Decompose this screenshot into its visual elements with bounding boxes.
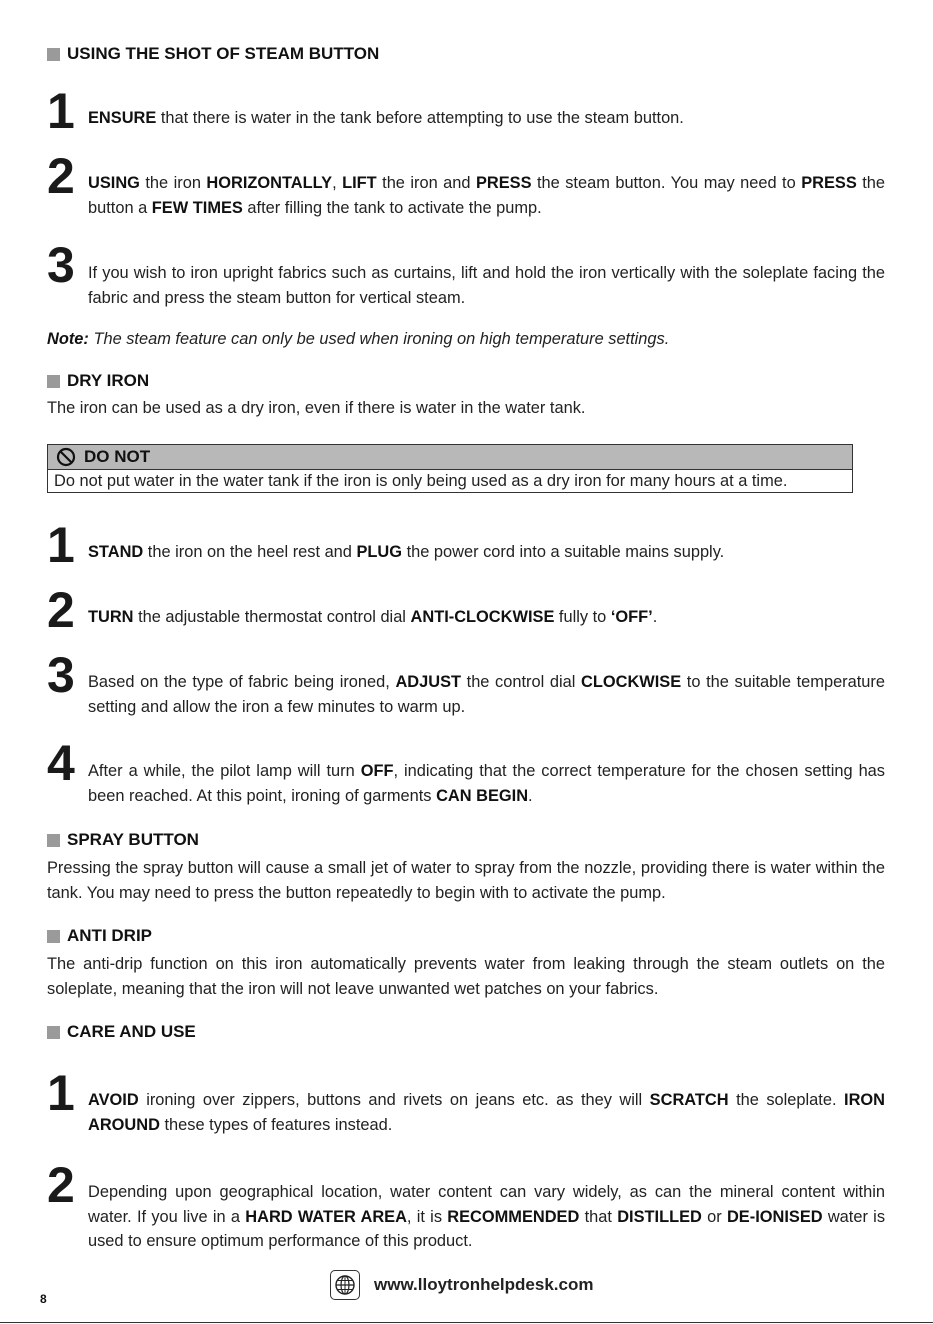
body-text: If you wish to iron upright fabrics such as curtains, lift and hold the iron vertically with the soleplate facing the fabric and press the steam button for vertical steam. — [88, 264, 885, 307]
step-number: 4 — [47, 735, 75, 791]
square-bullet-icon — [47, 48, 60, 61]
body-text: the iron and — [376, 174, 476, 192]
section-heading-spray — [47, 829, 199, 851]
emphasis-text: STAND — [88, 543, 144, 561]
emphasis-text: CLOCKWISE — [581, 673, 682, 691]
emphasis-text: ANTI-CLOCKWISE — [410, 608, 555, 626]
emphasis-text: RECOMMENDED — [447, 1207, 580, 1226]
emphasis-text: USING — [88, 174, 140, 192]
body-text: or — [701, 1207, 727, 1226]
body-text: that — [579, 1207, 618, 1226]
page-number: 8 — [40, 1292, 47, 1306]
body-text: the iron — [139, 174, 207, 192]
body-text: Based on the type of fabric being ironed, — [88, 673, 396, 691]
body-text: , it is — [406, 1207, 448, 1226]
square-bullet-icon — [47, 834, 60, 847]
body-text: that there is water in the tank before attempting to use the steam button. — [156, 109, 684, 127]
website-badge — [330, 1270, 360, 1300]
note-text: The steam feature can only be used when ironing on high temperature settings. — [88, 330, 670, 348]
emphasis-text: FEW TIMES — [151, 198, 243, 217]
globe-icon — [334, 1274, 356, 1296]
body-text: the button a — [88, 174, 886, 217]
step-text — [88, 1180, 885, 1254]
section-heading-anti-drip — [47, 925, 152, 947]
body-text: , — [332, 174, 343, 192]
emphasis-text: ADJUST — [395, 673, 462, 691]
body-text: After a while, the pilot lamp will turn — [88, 762, 361, 780]
do-not-header — [48, 445, 852, 470]
emphasis-text: OFF — [360, 762, 394, 780]
anti-drip-text: The anti-drip function on this iron automatically prevents water from leaking through the steam outlets on the soleplate, meaning that the iron will not leave unwanted wet patches on your fabrics. — [47, 955, 885, 998]
emphasis-text: PRESS — [801, 174, 857, 192]
do-not-warning-box — [47, 444, 853, 493]
step-number: 1 — [47, 1065, 75, 1121]
step-text — [88, 670, 885, 719]
step-number: 1 — [47, 517, 75, 573]
dry-iron-text: The iron can be used as a dry iron, even if there is water in the water tank. — [47, 399, 586, 417]
emphasis-text: ‘OFF’ — [610, 608, 653, 626]
square-bullet-icon — [47, 375, 60, 388]
body-text: the adjustable thermostat control dial — [133, 608, 411, 626]
body-text: the soleplate. — [728, 1091, 845, 1109]
step-number: 2 — [47, 148, 75, 204]
emphasis-text: DE-IONISED — [726, 1207, 823, 1226]
step-number: 3 — [47, 237, 75, 293]
body-text: to the suitable temperature setting and allow the iron a few minutes to warm up. — [88, 673, 886, 716]
section-heading-care — [47, 1021, 196, 1043]
square-bullet-icon — [47, 930, 60, 943]
body-text: ironing over zippers, buttons and rivets on jeans etc. as they will — [138, 1091, 650, 1109]
prohibited-icon — [56, 447, 76, 467]
emphasis-text: PRESS — [475, 174, 532, 192]
emphasis-text: AVOID — [88, 1091, 139, 1109]
step-text — [88, 106, 885, 131]
step-number: 1 — [47, 83, 75, 139]
step-text — [88, 171, 885, 220]
body-text: water is used to ensure optimum performance of this product. — [88, 1207, 886, 1250]
body-text: the power cord into a suitable mains supply. — [402, 543, 725, 561]
step-text — [88, 759, 885, 808]
footer-url: www.lloytronhelpdesk.com — [374, 1275, 594, 1294]
section-heading-text: DRY IRON — [67, 371, 150, 390]
step-text — [88, 1088, 885, 1137]
step-text — [88, 540, 885, 565]
note-label: Note: — [47, 330, 89, 348]
note — [47, 327, 885, 352]
emphasis-text: DISTILLED — [617, 1207, 702, 1226]
section-heading-steam-shot — [47, 43, 379, 65]
emphasis-text: CAN BEGIN — [436, 786, 529, 805]
square-bullet-icon — [47, 1026, 60, 1039]
emphasis-text: HARD WATER AREA — [245, 1207, 407, 1226]
section-heading-text: CARE AND USE — [67, 1022, 196, 1041]
body-text: , indicating that the correct temperature for the chosen setting has been reached. At this point, ironing of garments — [88, 762, 885, 805]
body-text: after filling the tank to activate the pump. — [242, 198, 542, 217]
section-heading-text: SPRAY BUTTON — [67, 830, 199, 849]
emphasis-text: TURN — [88, 608, 134, 626]
step-number: 2 — [47, 1157, 75, 1213]
do-not-title: DO NOT — [84, 447, 151, 466]
section-heading-text: USING THE SHOT OF STEAM BUTTON — [67, 44, 380, 63]
emphasis-text: LIFT — [342, 174, 377, 192]
body-text: the steam button. You may need to — [531, 174, 802, 192]
bottom-rule — [0, 1322, 933, 1323]
emphasis-text: ENSURE — [88, 109, 157, 127]
emphasis-text: IRON AROUND — [88, 1091, 885, 1134]
step-number: 2 — [47, 582, 75, 638]
section-heading-dry-iron — [47, 370, 149, 392]
body-text: . — [652, 608, 658, 626]
emphasis-text: HORIZONTALLY — [206, 174, 333, 192]
step-number: 3 — [47, 647, 75, 703]
body-text: fully to — [554, 608, 611, 626]
emphasis-text: SCRATCH — [649, 1091, 729, 1109]
step-text — [88, 605, 885, 630]
do-not-text: Do not put water in the water tank if the iron is only being used as a dry iron for many hours at a time. — [54, 472, 788, 490]
emphasis-text: PLUG — [356, 543, 403, 561]
body-text: . — [528, 786, 533, 805]
step-text — [88, 261, 885, 310]
section-heading-text: ANTI DRIP — [67, 926, 152, 945]
body-text: Depending upon geographical location, water content can vary widely, as can the mineral content within water. If you live in a — [88, 1183, 885, 1226]
body-text: the control dial — [461, 673, 582, 691]
body-text: the iron on the heel rest and — [143, 543, 357, 561]
body-text: these types of features instead. — [159, 1115, 393, 1134]
spray-text: Pressing the spray button will cause a small jet of water to spray from the nozzle, providing there is water within the tank. You may need to press the button repeatedly to begin with to activate the pump. — [47, 859, 885, 902]
